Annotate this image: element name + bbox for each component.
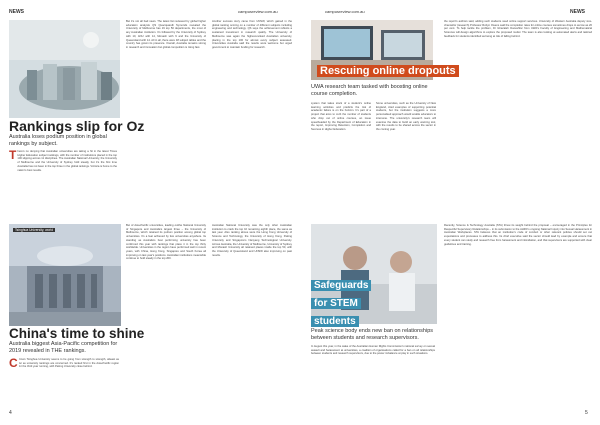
- middle-col-2: Another success story came from UNSW, which gained in the global ranking scoring on a number of different subjects including engineering and technology. QS says the achievement reflects a sustained investment in research quality. The University of Melbourne was again the highest-ranked Australian university, placing in the top 100 for almost every subject assessed. Universities Australia said the results were welcome but urged government to maintain funding for research.: [212, 20, 292, 49]
- middle-col-4: Australian National University was the only other Australian institution to crack the top 10 remaining eighth place, the same as last year. Also ranking above were the Hong Kong University of Science and Technology, the University of Hong Kong, Peking University and Singapore's Nanyang Technological University. Across Australia, the University of Melbourne, University of Sydney and Monash University all retained places inside the top 50, with the University of Queensland and UNSW also improving on past results.: [212, 224, 292, 257]
- rescue-banner: [311, 64, 456, 80]
- article2-headline: China's time to shine: [9, 326, 145, 341]
- middle-col-3: But of Asia-Pacific universities, leading outthe National University of Singapore and Australia's largest three – the University of Melbourne, which retained its podium position among global top universities. It's a feat achieved by few universities anywhere. Its standing as Australia's best performing university has been confirmed this year with rankings that place it in the top thirty worldwide. Universities in the region have performed well in recent years, with China, Hong Kong, Singapore and South Korea all improving on last year's positions. Australian institutions meanwhile continue to hold steady in the top 200.: [126, 224, 206, 261]
- stem-banner-line2: for STEM: [311, 298, 361, 309]
- china-photo-caption: Tsinghua University, world: [15, 228, 54, 232]
- right-col-2: Recently, Science & Technology Australia (STA) threw its weight behind the proposal – encouraged in the Principles for Respectful Supervisory Relationships – in its submission to the AHRC's ongoing National Inquiry into Sexual Harassment in Australian Workplaces. STA believes that an institution's code of conduct or other relevant policies should set out expectations and processes to address this. Its chief executive said the sector should lead by example and ensure that every student can study and research free from harassment and intimidation, and that supervisors are supported with clear guidelines and training.: [444, 224, 592, 246]
- article2-subhead: Australia biggest Asia-Pacific competition for 2019 revealed in THE rankings.: [9, 341, 118, 354]
- left-section-label: NEWS: [9, 9, 24, 15]
- article4-body: In August this year, in the wake of the Australian Human Rights Commission's national survey on sexual assault and harassment at universities, a coalition of organisations called for a ban on all relationships between students and research supervisors, due to the power imbalance at play in such situations.: [311, 345, 435, 356]
- right-section-label: NEWS: [570, 9, 585, 15]
- stem-banner: [311, 275, 391, 329]
- article2-body: hina's Tsinghua University seems to be going from strength to strength, atleast as far as university rankings are concerned. It's ranked first in the Asia-Pacific region for the third year running, with Peking University close behind.: [18, 358, 119, 369]
- rescue-banner-text: Rescuing online dropouts: [317, 65, 459, 77]
- article1-headline: Rankings slip for Oz: [9, 118, 145, 134]
- article1-body: here's no denying that Australian universities are taking a hit in the latest Times Higher Education subject rankings, with the number of institutions placed in the top 100 slipping across 11 disciplines. The Australian National University, the University of Melbourne and the University of Sydney hold steady, but it's the first time Australia has not been in the top three in the global rankings. Victoria is home to the nation's best results.: [17, 150, 117, 172]
- right-website: campusreview.com.au: [325, 9, 365, 14]
- article1-subhead: Australia loses podium position in global rankings by subject.: [9, 134, 107, 147]
- right-page-number: 5: [585, 410, 588, 416]
- article3-body-b: Some universities, such as the University of New England, cited examples of supporting potential students, but the institution suggests a more personalised approach would enable educators to intervene. The university's research team will examine the data to build an early warning tool, with the results to be shared across the sector in the coming year.: [376, 102, 436, 131]
- article1-drop-cap: T: [9, 148, 17, 162]
- left-page-number: 4: [9, 410, 12, 416]
- stem-banner-line1: Safeguards: [311, 280, 371, 291]
- article3-caption: UWA research team tasked with boosting online course completion.: [311, 84, 428, 97]
- left-website: campusreview.com.au: [238, 9, 278, 14]
- china-photo: [9, 224, 121, 326]
- rankings-photo: [9, 20, 120, 118]
- article2-drop-cap: C: [9, 356, 18, 370]
- middle-col-1: But it's not all bad news. The latest list reviewed by global higher education analysts QS Quacquarelli Symonds revealed the University of Melbourne has 19 top 50 departments, the most of any Australian institution. It's followed by the University of Sydney with 10, ANU with 14, Monash with 9 and the University of Queensland with 14. All in all, there were 48 subject tables and the country has grown its presence. Overall, Australia remains strong in research and innovation but global competition is rising fast.: [126, 20, 206, 49]
- article3-body-a: system that takes stock of a student's online learning activities and predicts the risk of academic failure is on the horizon. It's part of a project that aims to curb the number of students who drop out of online courses, an issue spearheaded by the Department of Education in the report, Improving Retention, Completion and Success in Higher Education.: [311, 102, 371, 131]
- right-col-1: the report's authors said, adding such students need online support services. University of Western Australia deputy vice-chancellor (research) Professor Robyn Owens said the completion rates for online courses sometimes drops to as low as 20 per cent. To help tackle the problem, Dr Ghazaleh Daneshfar from UWA's Faculty of Engineering and Mathematical Sciences will design algorithms to explore the proposed model. The team is also looking at automated alerts and tailored feedback for students identified as being at risk of falling behind.: [444, 20, 592, 38]
- stem-banner-line3: students: [311, 316, 359, 327]
- article4-caption: Peak science body ends new ban on relationships between students and research supervisors.: [311, 328, 433, 341]
